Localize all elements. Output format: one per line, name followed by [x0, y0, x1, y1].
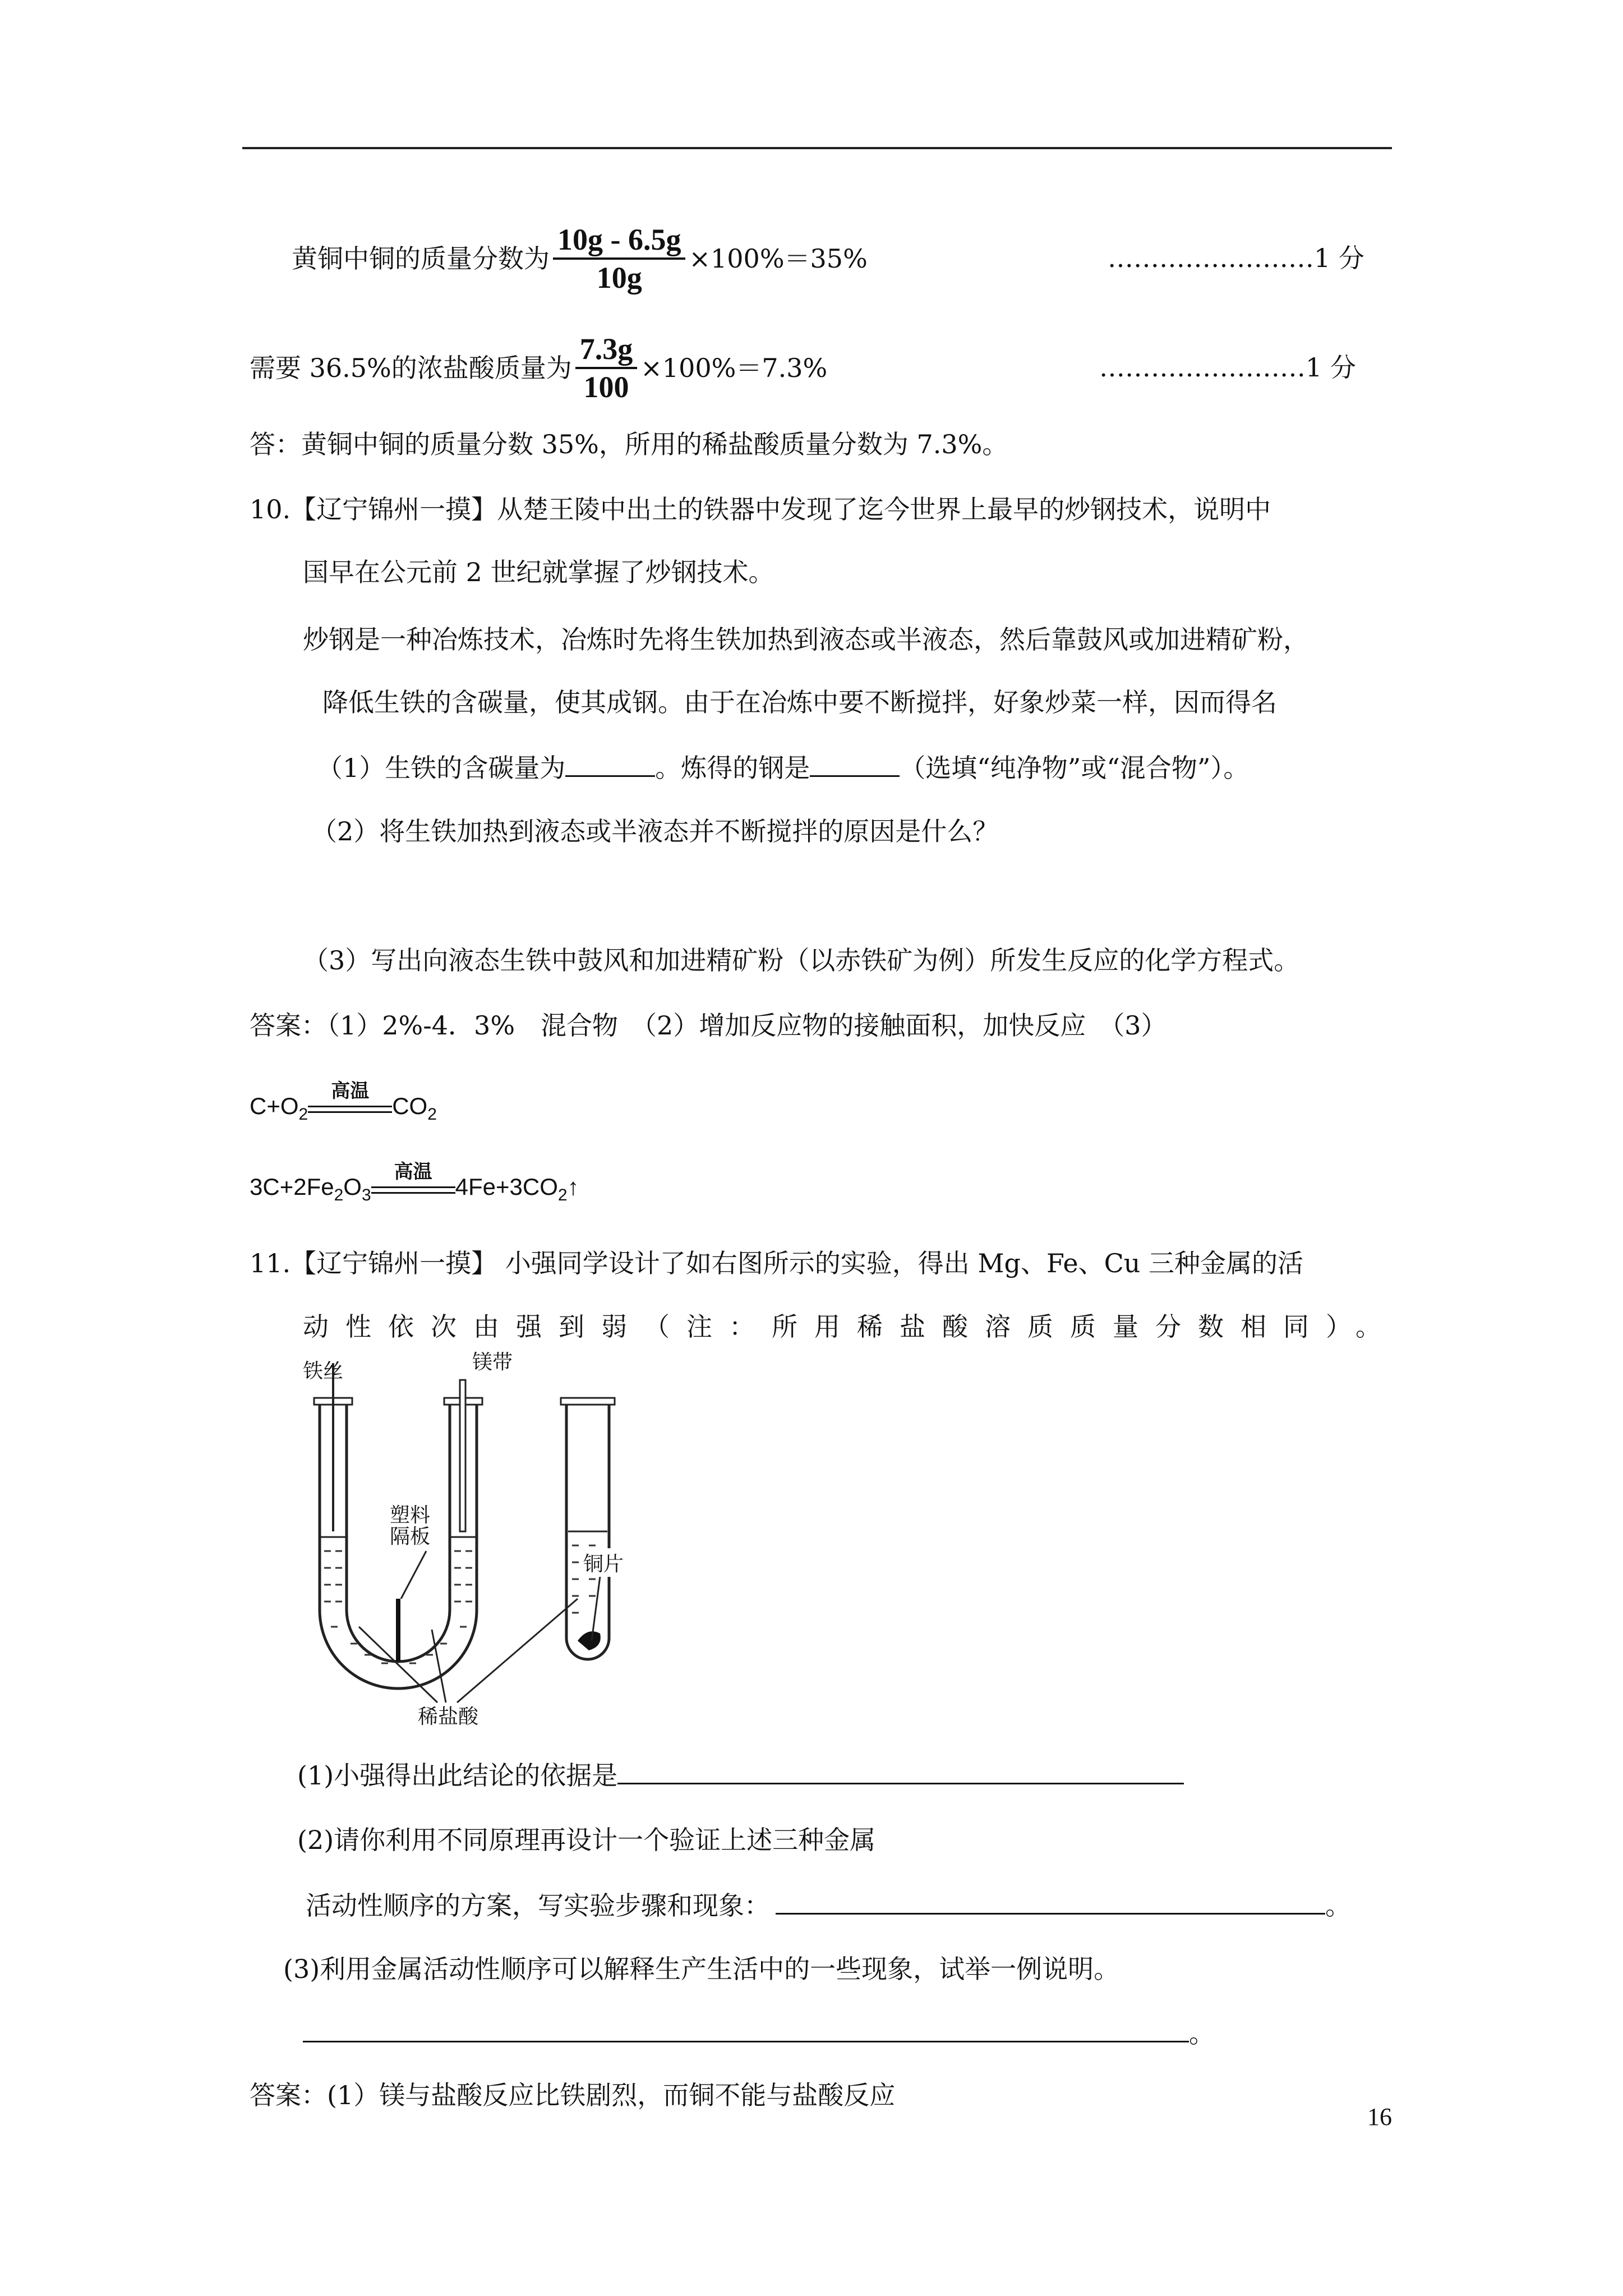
q11-line2: 动性依次由强到弱（注：所用稀盐酸溶质质量分数相同）。 — [303, 1312, 1398, 1342]
eq2-condition-text: 高温 — [394, 1161, 432, 1182]
calc2-fraction — [575, 331, 638, 405]
q11-part1-text: (1)小强得出此结论的依据是 — [297, 1760, 618, 1791]
eq2-gas-arrow: ↑ — [567, 1174, 579, 1200]
q11-part3-end: 。 — [1189, 2018, 1215, 2049]
calc1-prefix: 黄铜中铜的质量分数为 — [292, 243, 550, 274]
q11-part3-blank[interactable] — [303, 2016, 1189, 2042]
q10-steel-blank[interactable] — [810, 751, 900, 777]
calc2-denominator: 100 — [583, 370, 629, 404]
q11-part2-b — [306, 1888, 1351, 1922]
answer-9: 答：黄铜中铜的质量分数 35%，所用的稀盐酸质量分数为 7.3%。 — [250, 429, 1008, 459]
q11-line1: 11.【辽宁锦州一摸】 小强同学设计了如右图所示的实验，得出 Mg、Fe、Cu 三种金属的活 — [250, 1248, 1304, 1278]
q10-part3: （3）写出向液态生铁中鼓风和加进精矿粉（以赤铁矿为例）所发生反应的化学方程式。 — [303, 945, 1300, 976]
label-plastic-partition — [390, 1504, 430, 1547]
eq1-condition-text: 高温 — [331, 1080, 370, 1102]
eq2-right: 4Fe+3CO — [455, 1174, 558, 1200]
eq1-condition — [308, 1080, 392, 1125]
label-iron-wire: 铁丝 — [303, 1359, 344, 1382]
label-magnesium-ribbon: 镁带 — [472, 1350, 513, 1373]
q11-part2-text: 活动性顺序的方案，写实验步骤和现象： — [306, 1890, 770, 1921]
q11-part2-blank[interactable] — [776, 1888, 1325, 1915]
eq1-right-sub: 2 — [427, 1105, 437, 1124]
calc2-suffix: ×100%＝7.3% — [640, 353, 828, 383]
eq2-sub1: 2 — [334, 1186, 344, 1204]
q11-part1 — [297, 1758, 1184, 1792]
q11-part1-blank[interactable] — [617, 1758, 1184, 1784]
page-number: 16 — [1367, 2103, 1392, 2131]
calc2-prefix: 需要 36.5%的浓盐酸质量为 — [250, 353, 572, 383]
header-rule — [242, 147, 1392, 149]
q10-part1-c: （选填“纯净物”或“混合物”）。 — [900, 753, 1249, 783]
eq2-right-sub: 2 — [557, 1186, 568, 1204]
calc1-suffix: ×100%＝35% — [689, 243, 868, 274]
q10-line3: 炒钢是一种冶炼技术，冶炼时先将生铁加热到液态或半液态，然后靠鼓风或加进精矿粉， — [303, 624, 1309, 655]
eq2-condition — [371, 1161, 455, 1205]
eq1-left-sub: 2 — [298, 1105, 308, 1124]
calc-copper-fraction — [292, 222, 868, 296]
q11-part2-a: (2)请你利用不同原理再设计一个验证上述三种金属 — [297, 1825, 876, 1855]
q10-part1 — [317, 751, 1249, 785]
experiment-figure — [297, 1350, 634, 1733]
label-plastic-line2: 隔板 — [390, 1525, 431, 1548]
label-copper-piece: 铜片 — [583, 1548, 624, 1577]
calc1-score: ……………………1 分 — [1108, 243, 1364, 273]
q10-part2: （2）将生铁加热到液态或半液态并不断搅拌的原因是什么？ — [311, 816, 999, 846]
q11-part3-answer-line — [303, 2016, 1215, 2050]
label-plastic-line1: 塑料 — [390, 1503, 431, 1526]
eq1-left: C+O — [250, 1093, 299, 1119]
calc2-score: ……………………1 分 — [1099, 352, 1356, 383]
calc1-denominator: 10g — [596, 261, 642, 295]
calc1-numerator: 10g - 6.5g — [553, 222, 685, 260]
q10-equation2 — [250, 1161, 579, 1212]
calc1-fraction — [553, 222, 685, 296]
q10-part1-a: （1）生铁的含碳量为 — [317, 753, 566, 783]
q10-carbon-blank[interactable] — [565, 751, 655, 777]
eq1-right: CO — [392, 1093, 428, 1119]
q10-line1: 10.【辽宁锦州一摸】从楚王陵中出土的铁器中发现了迄今世界上最早的炒钢技术，说明中 — [250, 494, 1271, 524]
q11-answer: 答案：(1）镁与盐酸反应比铁剧烈，而铜不能与盐酸反应 — [250, 2080, 896, 2110]
eq2-left: 3C+2Fe — [250, 1174, 334, 1200]
q11-part2-end: 。 — [1325, 1890, 1351, 1921]
q10-line4: 降低生铁的含碳量，使其成钢。由于在冶炼中要不断搅拌，好象炒菜一样，因而得名 — [322, 687, 1277, 717]
u-tube-and-test-tube-diagram — [297, 1358, 634, 1733]
calc-acid-fraction — [250, 331, 827, 405]
calc2-numerator: 7.3g — [575, 331, 638, 369]
q11-part3: (3)利用金属活动性顺序可以解释生产生活中的一些现象，试举一例说明。 — [283, 1954, 1120, 1984]
q10-answer: 答案：（1）2%-4．3% 混合物 （2）增加反应物的接触面积，加快反应 （3） — [250, 1010, 1167, 1041]
q10-part1-b: 。炼得的钢是 — [655, 753, 810, 783]
q10-equation1 — [250, 1080, 437, 1131]
label-dilute-hcl: 稀盐酸 — [418, 1705, 479, 1728]
eq2-sub2: 3 — [361, 1186, 371, 1204]
eq2-mid: O — [343, 1174, 362, 1200]
q10-line2: 国早在公元前 2 世纪就掌握了炒钢技术。 — [303, 557, 774, 587]
